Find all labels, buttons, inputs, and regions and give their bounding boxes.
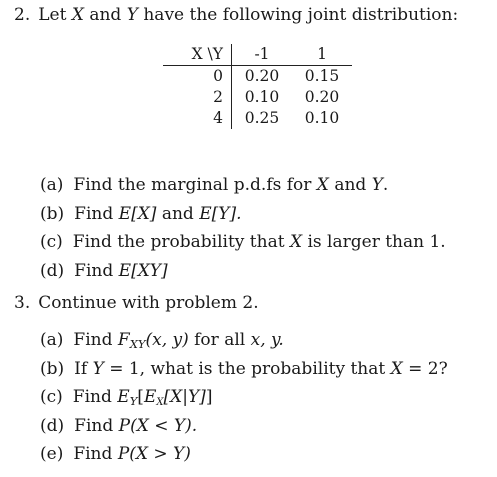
math-expr: (x, y) — [145, 330, 189, 350]
subscript: XY — [129, 337, 146, 351]
problem-2-heading — [14, 5, 458, 25]
item-text: Find — [74, 203, 114, 224]
problem-2-number: 2. — [14, 5, 31, 25]
table-cell: 0.15 — [304, 67, 340, 85]
item-label: (c) — [40, 232, 63, 252]
expectation-symbol: E — [199, 203, 212, 224]
list-item — [40, 355, 448, 384]
item-text: Find — [73, 330, 113, 350]
expectation-symbol: E — [117, 387, 130, 407]
problem-2-text-prefix: Let — [38, 5, 67, 25]
table-corner-label: X \Y — [163, 44, 232, 66]
table-header-row — [163, 44, 352, 66]
problem-2-subitems — [40, 171, 446, 285]
item-text: . — [382, 175, 389, 195]
list-item — [40, 326, 448, 355]
var-x: X — [390, 358, 403, 379]
item-label: (c) — [40, 387, 63, 407]
item-label: (b) — [40, 203, 65, 224]
table-row — [163, 66, 352, 88]
math-expr: [XY] — [131, 260, 168, 281]
item-text: is larger than 1. — [307, 232, 446, 252]
math-expr: (X < Y). — [130, 415, 198, 436]
problem-3-heading — [14, 293, 259, 313]
item-text: Find the probability that — [72, 232, 285, 252]
item-text: = 2? — [408, 358, 448, 379]
var-y: Y — [126, 5, 138, 25]
item-label: (e) — [40, 444, 64, 464]
item-label: (a) — [40, 330, 64, 350]
probability-symbol: P — [118, 415, 131, 436]
math-expr: [X] — [131, 203, 157, 224]
item-text: Find the marginal p.d.fs for — [73, 175, 312, 195]
math-bracket: ] — [205, 387, 213, 407]
cdf-symbol: F — [117, 330, 130, 350]
var-x: X — [71, 5, 84, 25]
math-expr: [Y]. — [211, 203, 242, 224]
subscript: X — [156, 397, 164, 408]
list-item — [40, 200, 446, 229]
expectation-symbol: E — [118, 260, 132, 281]
var-x: x, — [250, 330, 266, 350]
list-item — [40, 171, 446, 200]
table-cell: 0.20 — [304, 88, 340, 106]
item-text: Find — [74, 415, 114, 436]
col-header-y-neg1: -1 — [232, 44, 293, 66]
item-label: (d) — [40, 415, 65, 436]
table-cell: 0.10 — [304, 109, 340, 127]
col-header-y-1: 1 — [292, 44, 352, 66]
subscript: Y — [129, 394, 138, 408]
row-label-x: 0 — [163, 66, 232, 88]
var-x: X — [289, 232, 303, 252]
problem-3-number: 3. — [14, 293, 31, 313]
math-expr: [X|Y] — [163, 387, 206, 407]
list-item — [40, 440, 448, 469]
expectation-symbol: E — [118, 203, 132, 224]
list-item — [40, 257, 446, 286]
item-label: (d) — [40, 260, 65, 281]
item-label: (b) — [40, 358, 65, 379]
item-text: = 1, what is the probability that — [109, 358, 386, 379]
var-x: X — [316, 175, 329, 195]
var-y: Y — [371, 175, 383, 195]
problem-3-subitems — [40, 326, 448, 469]
problem-3-text: Continue with problem 2. — [38, 293, 259, 313]
joint-distribution-table — [163, 44, 352, 129]
list-item — [40, 412, 448, 441]
list-item — [40, 383, 448, 412]
item-text: Find — [73, 444, 113, 464]
problem-2-text-suffix: have the following joint distribution: — [143, 5, 459, 25]
math-expr: (X > Y) — [129, 444, 191, 464]
var-y: Y — [92, 358, 104, 379]
problem-2-text-and: and — [89, 5, 122, 25]
table-cell: 0.10 — [244, 88, 280, 106]
math-bracket: [ — [137, 387, 144, 407]
row-label-x: 2 — [163, 87, 232, 108]
item-text: and — [334, 175, 367, 195]
table-row — [163, 108, 352, 129]
item-text: If — [74, 358, 88, 379]
list-item — [40, 228, 446, 257]
row-label-x: 4 — [163, 108, 232, 129]
item-label: (a) — [40, 175, 64, 195]
var-y: y. — [271, 330, 284, 350]
item-text: for all — [194, 330, 246, 350]
item-text: Find — [72, 387, 112, 407]
table-cell: 0.20 — [244, 67, 280, 85]
table-row — [163, 87, 352, 108]
table-cell: 0.25 — [244, 109, 280, 127]
item-text: and — [161, 203, 194, 224]
probability-symbol: P — [117, 444, 130, 464]
expectation-symbol: E — [143, 387, 157, 407]
item-text: Find — [74, 260, 114, 281]
